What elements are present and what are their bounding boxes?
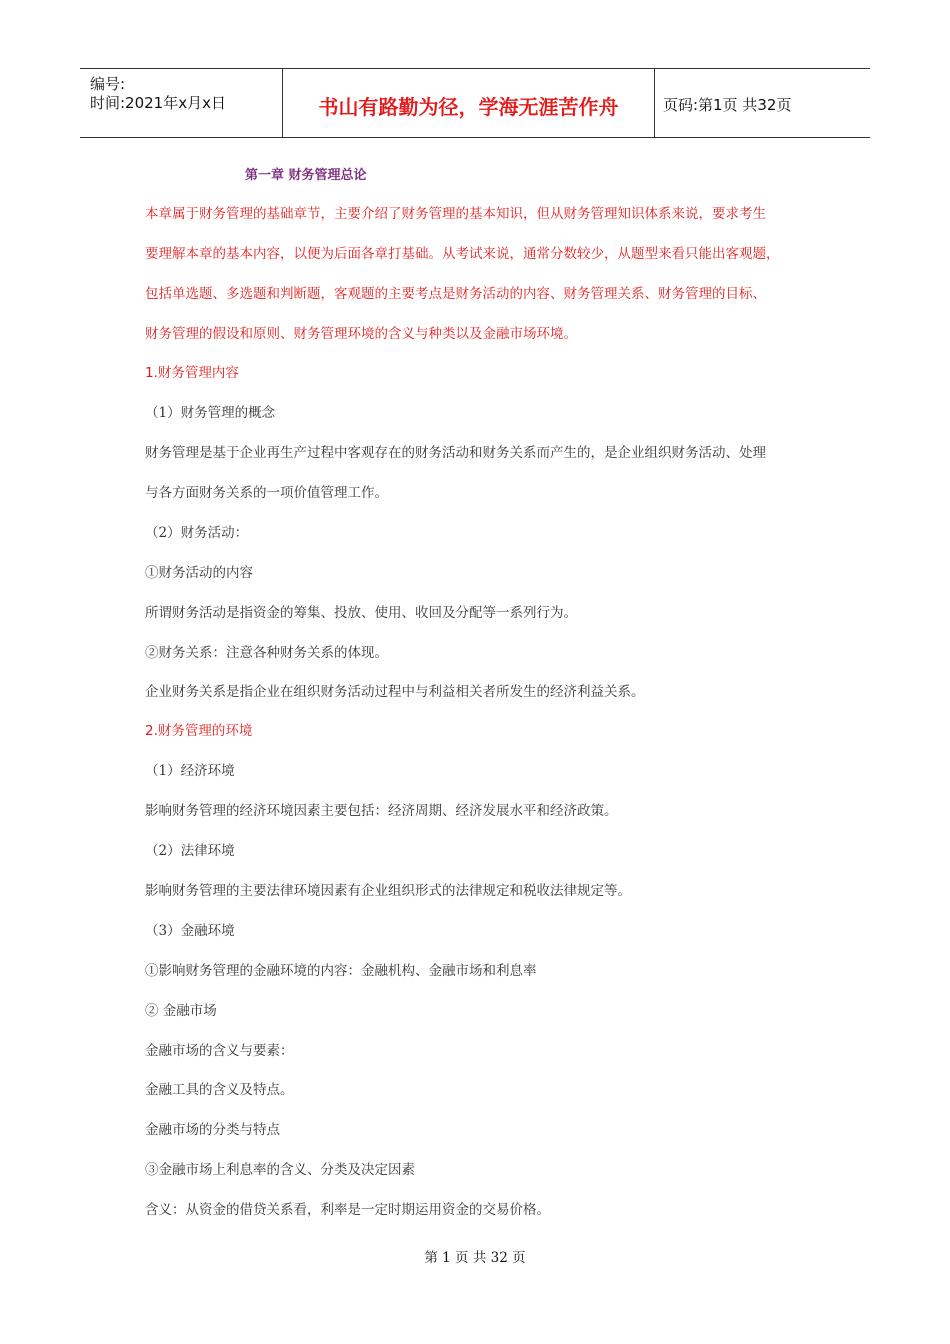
- motto: 书山有路勤为径，学海无涯苦作舟: [318, 95, 619, 119]
- intro-line: 要理解本章的基本内容，以便为后面各章打基础。从考试来说，通常分数较少，从题型来看只能出客观题，: [145, 246, 780, 262]
- intro-line: 包括单选题、多选题和判断题，客观题的主要考点是财务活动的内容、财务管理关系、财务管理的目标、: [145, 286, 766, 302]
- list-item: ①财务活动的内容: [145, 565, 253, 581]
- paragraph-line: 金融市场的分类与特点: [145, 1122, 280, 1138]
- list-item: ②财务关系：注意各种财务关系的体现。: [145, 645, 388, 661]
- time-label: 时间:2021年x月x日: [90, 94, 226, 112]
- subheading: （1）经济环境: [145, 763, 235, 779]
- list-item: ①影响财务管理的金融环境的内容：金融机构、金融市场和利息率: [145, 963, 537, 979]
- page-info: 页码:第1页 共32页: [663, 96, 792, 114]
- paragraph-line: 财务管理是基于企业再生产过程中客观存在的财务活动和财务关系而产生的，是企业组织财务活动、处理: [145, 445, 766, 461]
- paragraph-line: 影响财务管理的主要法律环境因素有企业组织形式的法律规定和税收法律规定等。: [145, 883, 631, 899]
- intro-line: 本章属于财务管理的基础章节，主要介绍了财务管理的基本知识，但从财务管理知识体系来说，要求考生: [145, 206, 766, 222]
- section-heading: 1.财务管理内容: [145, 365, 239, 381]
- paragraph-line: 与各方面财务关系的一项价值管理工作。: [145, 485, 388, 501]
- paragraph-line: 企业财务关系是指企业在组织财务活动过程中与利益相关者所发生的经济利益关系。: [145, 684, 645, 700]
- intro-line: 财务管理的假设和原则、财务管理环境的含义与种类以及金融市场环境。: [145, 326, 577, 342]
- subheading: （2）财务活动：: [145, 525, 249, 541]
- section-heading: 2.财务管理的环境: [145, 723, 253, 739]
- chapter-title: 第一章 财务管理总论: [245, 168, 367, 183]
- list-item: ② 金融市场: [145, 1003, 217, 1019]
- list-item: ③金融市场上利息率的含义、分类及决定因素: [145, 1162, 415, 1178]
- paragraph-line: 含义：从资金的借贷关系看，利率是一定时期运用资金的交易价格。: [145, 1202, 550, 1218]
- paragraph-line: 所谓财务活动是指资金的筹集、投放、使用、收回及分配等一系列行为。: [145, 605, 577, 621]
- paragraph-line: 影响财务管理的经济环境因素主要包括：经济周期、经济发展水平和经济政策。: [145, 803, 618, 819]
- paragraph-line: 金融市场的含义与要素：: [145, 1043, 294, 1059]
- page-footer: 第 1 页 共 32 页: [424, 1250, 526, 1266]
- subheading: （1）财务管理的概念: [145, 405, 276, 421]
- paragraph-line: 金融工具的含义及特点。: [145, 1082, 294, 1098]
- subheading: （3）金融环境: [145, 923, 235, 939]
- header-meta-cell: [80, 69, 283, 137]
- page-header: [80, 68, 870, 138]
- header-motto-cell: [283, 69, 655, 137]
- subheading: （2）法律环境: [145, 843, 235, 859]
- number-label: 编号:: [90, 75, 126, 93]
- header-page-cell: [655, 69, 870, 137]
